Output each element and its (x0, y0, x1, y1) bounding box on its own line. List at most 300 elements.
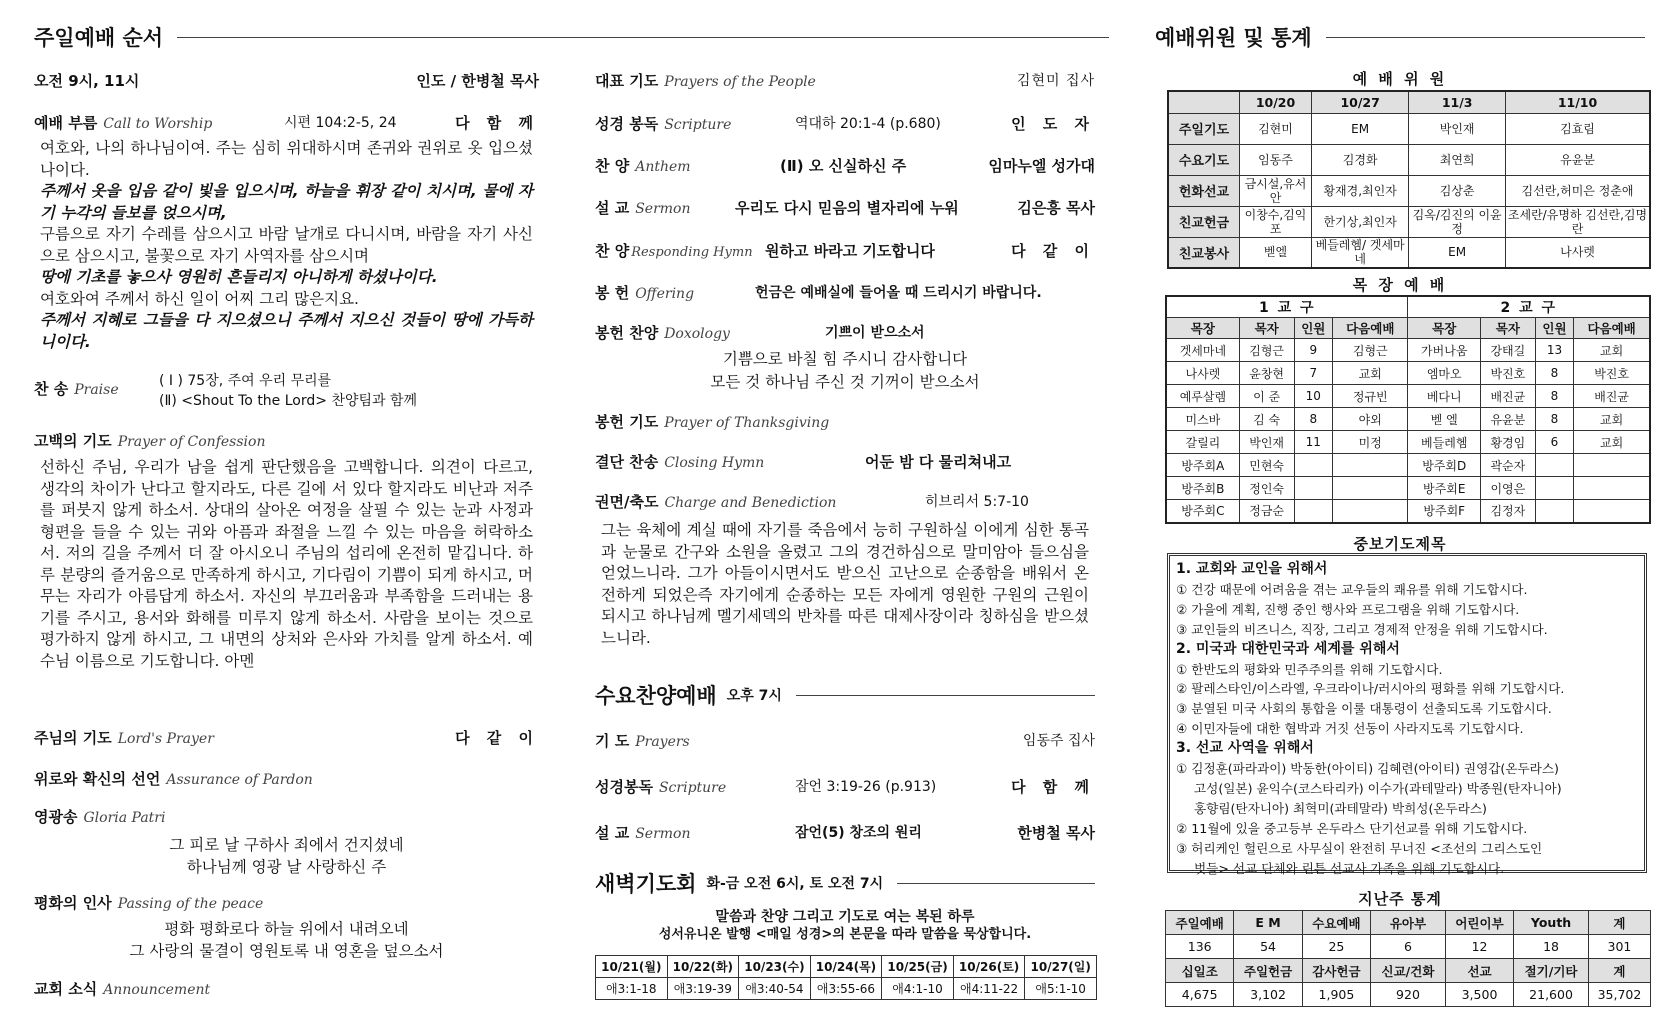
call-line-2: 주께서 옷을 입음 같이 빛을 입으시며, 하늘을 휘장 같이 치시며, 물에 자기 누각의 들보를 얹으시며, (40, 182, 533, 222)
parish-row (1166, 339, 1650, 362)
call-line-5: 여호와여 주께서 하신 일이 어찌 그리 많은지요. (40, 289, 359, 308)
parish-caption: 목 장 예 배 (1352, 276, 1448, 294)
sermon-row (595, 197, 1095, 218)
parish-row (1166, 500, 1650, 523)
doxology-en: Doxology (664, 326, 730, 342)
call-line-1: 여호와, 나의 하나님이여. 주는 심히 위대하시며 존귀와 권위로 옷 입으셨나이다. (40, 139, 533, 179)
dawn-schedule-table (595, 955, 1097, 1000)
parish-cell: 민현숙 (1239, 454, 1294, 477)
parish-cell: 나사렛 (1166, 362, 1239, 385)
prayer-1-item: ③ 교인들의 비즈니스, 직장, 그리고 경제적 안정을 위해 기도합시다. (1176, 621, 1548, 637)
parish-row (1166, 385, 1650, 408)
parish-head-cell: 인원 (1535, 318, 1574, 339)
prayer-1-item: ② 가을에 계획, 진행 중인 행사와 프로그램을 위해 기도합시다. (1176, 601, 1520, 617)
parish-cell: 방주회F (1408, 500, 1481, 523)
parish-cell: 황경임 (1480, 431, 1535, 454)
parish-cell: 박진호 (1574, 362, 1650, 385)
parish-cell: 김형근 (1333, 339, 1408, 362)
prayer-2-item: ③ 분열된 미국 사회의 통합을 이룰 대통령이 선출되도록 기도합시다. (1176, 701, 1552, 717)
parish-cell (1294, 454, 1333, 477)
prayer-2-item: ② 팔레스타인/이스라엘, 우크라이나/러시아의 평화를 위해 기도합시다. (1176, 681, 1565, 697)
parish-cell: 정금순 (1239, 500, 1294, 523)
stats-value-cell: 301 (1588, 935, 1650, 959)
dawn-line-2: 성서유니온 발행 <매일 성경>의 본문을 따라 말씀을 묵상합니다. (658, 927, 1032, 942)
parish-head-cell: 목자 (1480, 318, 1535, 339)
scripture-ref: 역대하 20:1-4 (p.680) (795, 116, 941, 132)
praise-line-1-text: ( I ) 75장, 주여 우리 무리를 (159, 373, 332, 389)
dawn-day-cell: 10/27(일) (1025, 956, 1097, 978)
wed-scripture-en: Scripture (658, 780, 727, 796)
worship-order-heading (34, 22, 1109, 52)
peace-ko: 평화의 인사 (34, 894, 112, 912)
stats-value-cell: 6 (1371, 935, 1446, 959)
committee-title: 예배위원 및 통계 (1155, 26, 1312, 50)
parish-cell: 엠마오 (1408, 362, 1481, 385)
parish-cell (1574, 477, 1650, 500)
parish-row (1166, 362, 1650, 385)
parish-cell: 정규빈 (1333, 385, 1408, 408)
parish-cell: 윤창현 (1239, 362, 1294, 385)
duty-table (1167, 90, 1651, 269)
parish-cell: 갈릴리 (1166, 431, 1239, 454)
closing-en: Closing Hymn (664, 455, 765, 471)
anthem-en: Anthem (635, 159, 691, 175)
doxology-row (595, 322, 1095, 343)
duty-cell: 박인재 (1409, 113, 1506, 144)
benediction-paragraph: 그는 육체에 계실 때에 자기를 죽음에서 능히 구원하실 이에게 심한 통곡과 눈물로 간구와 소원을 올렸고 그의 경건하심으로 말미암아 들으심을 얻었느니라. 그가 아들이시면서도 받으신 고난으로 순종함을 배워서 온전하게 되었은즉 자기에게 순종하는 모든 자에게 영원한 구원의 근원이 되시고 하나님께 멜기세덱의 반차를 따른 대제사장이라 칭하심을 받으셨느니라. (601, 521, 1089, 647)
parish-row (1166, 477, 1650, 500)
parish-cell (1535, 500, 1574, 523)
parish-cell: 베들레헴 (1408, 431, 1481, 454)
call-to-worship-row (34, 112, 539, 133)
doxology-ko: 봉헌 찬양 (595, 324, 659, 342)
scripture-ko: 성경 봉독 (595, 115, 659, 133)
dawn-refs-row (596, 978, 1097, 1000)
dawn-day-cell: 10/24(목) (810, 956, 882, 978)
stats-value-cell: 12 (1445, 935, 1513, 959)
parish-group-2: 2 교 구 (1408, 296, 1650, 318)
confession-row (34, 430, 539, 451)
offering-en: Offering (635, 286, 695, 302)
pardon-ko: 위로와 확신의 선언 (34, 770, 161, 788)
heading-rule (796, 695, 1095, 696)
parish-cell: 교회 (1574, 339, 1650, 362)
parish-cell: 8 (1535, 408, 1574, 431)
stats-value-cell: 54 (1234, 935, 1302, 959)
duty-date-cell: 10/20 (1240, 91, 1312, 113)
duty-corner-cell (1168, 91, 1240, 113)
call-en: Call to Worship (103, 116, 213, 132)
peace-en: Passing of the peace (117, 896, 264, 912)
dawn-line-1: 말씀과 찬양 그리고 기도로 여는 복된 하루 (715, 909, 975, 925)
sermon-who: 김은흥 목사 (1017, 199, 1095, 217)
parish-cell: 이 준 (1239, 385, 1294, 408)
worship-order-title: 주일예배 순서 (34, 26, 164, 50)
parish-cell: 박진호 (1480, 362, 1535, 385)
call-to-worship-text (40, 138, 533, 353)
praise-line-2 (159, 390, 539, 410)
parish-cell: 가버나움 (1408, 339, 1481, 362)
announcement-row (34, 978, 539, 999)
duty-cell: 황재경,최인자 (1311, 175, 1408, 206)
gloria-ko: 영광송 (34, 808, 78, 826)
parish-cell (1333, 500, 1408, 523)
duty-cell: 김경화 (1311, 144, 1408, 175)
parish-cell: 10 (1294, 385, 1333, 408)
doxology-title: 기쁘이 받으소서 (825, 325, 925, 341)
heading-rule (177, 37, 1109, 38)
duty-label-cell: 헌화선교 (1168, 175, 1240, 206)
parish-head-cell: 목장 (1408, 318, 1481, 339)
duty-row (1168, 113, 1650, 144)
parish-cell: 방주회A (1166, 454, 1239, 477)
parish-cell: 정인숙 (1239, 477, 1294, 500)
intercession-box (1167, 553, 1647, 876)
charge-ko: 권면/축도 (595, 493, 659, 511)
stats-value-cell: 1,905 (1302, 983, 1370, 1007)
dawn-title: 새벽기도회 (595, 872, 697, 896)
doxology-line-2: 모든 것 하나님 주신 것 기꺼이 받으소서 (710, 373, 980, 391)
parish-group-1: 1 교 구 (1166, 296, 1408, 318)
confession-ko: 고백의 기도 (34, 432, 112, 450)
duty-cell: 나사렛 (1506, 237, 1651, 268)
benediction-row (595, 491, 1095, 512)
thanks-en: Prayer of Thanksgiving (664, 415, 830, 431)
prayer-list-2 (1176, 660, 1638, 740)
call-who: 다 함 께 (455, 114, 539, 132)
parish-head-cell: 목자 (1239, 318, 1294, 339)
stats-header-row (1166, 911, 1651, 935)
stats-head-cell: Youth (1514, 911, 1589, 935)
prayer-2-item: ① 한반도의 평화와 민주주의를 위해 기도합시다. (1176, 661, 1443, 677)
wed-prayer-en: Prayers (635, 734, 690, 750)
duty-cell: 조세란/유명하 김선란,김명란 (1506, 206, 1651, 237)
prayer-mission-1: ① 김정훈(파라과이) 박동한(아이티) 김혜련(아이티) 권영갑(온두라스) (1176, 761, 1559, 777)
duty-date-cell: 11/10 (1506, 91, 1651, 113)
prayer-mission-4: ② 11월에 있을 중고등부 온두라스 단기선교를 위해 기도합시다. (1176, 820, 1528, 836)
dawn-day-cell: 10/22(화) (667, 956, 739, 978)
parish-cell: 11 (1294, 431, 1333, 454)
duty-cell: 벧엘 (1240, 237, 1312, 268)
parish-cell: 8 (1535, 362, 1574, 385)
anthem-row (595, 155, 1095, 176)
duty-cell: EM (1311, 113, 1408, 144)
stats-value-row (1166, 983, 1651, 1007)
parish-group-row (1166, 296, 1650, 318)
parish-cell (1294, 477, 1333, 500)
call-line-6: 주께서 지혜로 그들을 다 지으셨으니 주께서 지으신 것들이 땅에 가득하니이다. (40, 311, 533, 351)
stats-head-cell: 선교 (1445, 959, 1513, 983)
stats-value-cell: 18 (1514, 935, 1589, 959)
stats-value-cell: 25 (1302, 935, 1370, 959)
duty-cell: EM (1409, 237, 1506, 268)
response-who: 다 같 이 (1011, 242, 1095, 260)
parish-cell: 배진균 (1574, 385, 1650, 408)
closing-title: 어둔 밤 다 물리쳐내고 (865, 453, 1012, 471)
duty-cell: 김옥/김진의 이윤정 (1409, 206, 1506, 237)
wed-scripture-ko: 성경봉독 (595, 778, 653, 796)
call-line-4: 땅에 기초를 놓으사 영원히 흔들리지 아니하게 하셨나이다. (40, 268, 438, 286)
parish-cell: 곽순자 (1480, 454, 1535, 477)
wed-prayer-ko: 기 도 (595, 732, 630, 750)
prayer-1-item: ① 건강 때문에 어려움을 겪는 교우들의 쾌유를 위해 기도합시다. (1176, 581, 1528, 597)
parish-cell: 8 (1535, 385, 1574, 408)
dawn-ref-cell: 애5:1-10 (1025, 978, 1097, 1000)
duty-header-row (1168, 91, 1650, 113)
call-ko: 예배 부름 (34, 114, 98, 132)
scripture-row (595, 113, 1095, 134)
peace-line-1: 평화 평화로다 하늘 위에서 내려오네 (164, 920, 409, 938)
lords-en: Lord's Prayer (117, 731, 214, 747)
parish-head-cell: 인원 (1294, 318, 1333, 339)
duty-label-cell: 친교헌금 (1168, 206, 1240, 237)
parish-cell: 방주회D (1408, 454, 1481, 477)
stats-value-cell: 920 (1371, 983, 1446, 1007)
stats-head-cell: 계 (1588, 959, 1650, 983)
prayer-mission-3: 홍향림(탄자니아) 최혁미(과테말라) 박희성(온두라스) (1194, 800, 1487, 816)
duty-row (1168, 237, 1650, 268)
prayer-mission-5: ③ 허리케인 헐린으로 사무실이 완전히 무너진 <조선의 그리스도인 (1176, 840, 1543, 856)
duty-row (1168, 144, 1650, 175)
call-line-3: 구름으로 자기 수레를 삼으시고 바람 날개로 다니시며, 바람을 자기 사신으로 삼으시고, 불꽃으로 자기 사역자를 삼으시며 (40, 225, 533, 265)
announce-en: Announcement (103, 982, 211, 998)
wed-sermon-title: 잠언(5) 창조의 원리 (795, 825, 922, 841)
anthem-who: 임마누엘 성가대 (988, 157, 1095, 175)
service-time: 오전 9시, 11시 (34, 72, 140, 90)
stats-head-cell: 유아부 (1371, 911, 1446, 935)
duty-cell: 김상춘 (1409, 175, 1506, 206)
praise-ko: 찬 송 (34, 380, 69, 398)
stats-header-row (1166, 959, 1651, 983)
parish-cell: 배진균 (1480, 385, 1535, 408)
duty-date-cell: 10/27 (1311, 91, 1408, 113)
committee-heading (1155, 22, 1645, 52)
parish-cell: 김정자 (1480, 500, 1535, 523)
parish-cell (1535, 477, 1574, 500)
stats-head-cell: 수요예배 (1302, 911, 1370, 935)
duty-cell: 임동주 (1240, 144, 1312, 175)
wed-sermon-who: 한병철 목사 (1017, 824, 1095, 842)
duty-date-cell: 11/3 (1409, 91, 1506, 113)
duty-row (1168, 206, 1650, 237)
duty-cell: 최연희 (1409, 144, 1506, 175)
parish-cell: 야외 (1333, 408, 1408, 431)
duty-label-cell: 친교봉사 (1168, 237, 1240, 268)
stats-caption: 지난주 통계 (1358, 890, 1442, 908)
duty-cell: 김선란,허미은 정춘애 (1506, 175, 1651, 206)
pardon-row (34, 768, 539, 789)
prayer-2-item: ④ 이민자들에 대한 협박과 거짓 선동이 사라지도록 기도합시다. (1176, 721, 1524, 737)
parish-cell: 방주회B (1166, 477, 1239, 500)
scripture-en: Scripture (664, 117, 732, 133)
doxology-line-1: 기쁨으로 바칠 힘 주시니 감사합니다 (722, 350, 968, 368)
dawn-prayer-heading (595, 868, 1095, 898)
duty-cell: 김현미 (1240, 113, 1312, 144)
parish-cell: 6 (1535, 431, 1574, 454)
rep-prayer-row (595, 70, 1095, 91)
parish-cell: 미스바 (1166, 408, 1239, 431)
wed-sermon-row (595, 822, 1095, 843)
heading-rule (1326, 37, 1645, 38)
praise-line-2-text: (Ⅱ) <Shout To the Lord> 찬양팀과 함께 (159, 393, 418, 409)
prayer-list-1 (1176, 580, 1638, 640)
lords-prayer-row (34, 727, 539, 748)
duty-cell: 유윤분 (1506, 144, 1651, 175)
service-time-row (34, 70, 539, 91)
benediction-text (601, 520, 1089, 649)
dawn-ref-cell: 애4:11-22 (953, 978, 1025, 1000)
wed-prayer-who: 임동주 집사 (1022, 733, 1095, 749)
parish-cell (1333, 454, 1408, 477)
lords-ko: 주님의 기도 (34, 729, 112, 747)
rep-who: 김현미 집사 (1016, 73, 1095, 89)
dawn-day-cell: 10/26(토) (953, 956, 1025, 978)
parish-cell: 교회 (1574, 408, 1650, 431)
duty-cell: 이창수,김익포 (1240, 206, 1312, 237)
parish-head-cell: 다음예배 (1333, 318, 1408, 339)
prayer-heading-2: 2. 미국과 대한민국과 세계를 위해서 (1176, 640, 1400, 657)
parish-cell: 예루살렘 (1166, 385, 1239, 408)
confession-en: Prayer of Confession (117, 434, 266, 450)
response-en: Responding Hymn (631, 245, 753, 260)
wed-scripture-who: 다 함 께 (1011, 778, 1095, 796)
dawn-day-cell: 10/21(월) (596, 956, 668, 978)
parish-row (1166, 408, 1650, 431)
peace-row (34, 892, 539, 913)
offering-note: 헌금은 예배실에 들어올 때 드리시기 바랍니다. (755, 285, 1042, 301)
stats-head-cell: 주일예배 (1166, 911, 1234, 935)
service-leader: 인도 / 한병철 목사 (416, 72, 539, 90)
call-ref: 시편 104:2-5, 24 (284, 115, 397, 131)
intercession-caption: 중보기도제목 (1353, 535, 1447, 553)
thanksgiving-row (595, 411, 1095, 432)
wednesday-heading (595, 680, 1095, 710)
stats-value-cell: 4,675 (1166, 983, 1234, 1007)
parish-cell: 김형근 (1239, 339, 1294, 362)
stats-value-row (1166, 935, 1651, 959)
prayer-heading-3: 3. 선교 사역을 위해서 (1176, 740, 1314, 757)
stats-table (1165, 910, 1651, 1007)
dawn-day-cell: 10/25(금) (882, 956, 954, 978)
parish-cell: 벧 엘 (1408, 408, 1481, 431)
duty-cell: 금시설,유서안 (1240, 175, 1312, 206)
stats-head-cell: 절기/기타 (1514, 959, 1589, 983)
parish-cell: 이영은 (1480, 477, 1535, 500)
announce-ko: 교회 소식 (34, 980, 98, 998)
parish-cell: 김 숙 (1239, 408, 1294, 431)
parish-cell: 베다니 (1408, 385, 1481, 408)
parish-table (1165, 295, 1651, 524)
parish-cell: 겟세마네 (1166, 339, 1239, 362)
parish-cell: 교회 (1333, 362, 1408, 385)
anthem-title: (Ⅱ) 오 신실하신 주 (780, 157, 907, 175)
stats-value-cell: 3,500 (1445, 983, 1513, 1007)
stats-value-cell: 35,702 (1588, 983, 1650, 1007)
stats-value-cell: 3,102 (1234, 983, 1302, 1007)
praise-en: Praise (74, 382, 119, 398)
duty-cell: 한기상,최인자 (1311, 206, 1408, 237)
parish-cell: 8 (1294, 408, 1333, 431)
wed-scripture-row (595, 776, 1095, 797)
closing-hymn-row (595, 451, 1095, 472)
stats-head-cell: 십일조 (1166, 959, 1234, 983)
parish-cell: 유윤분 (1480, 408, 1535, 431)
parish-cell: 교회 (1574, 431, 1650, 454)
duty-label-cell: 수요기도 (1168, 144, 1240, 175)
confession-paragraph: 선하신 주님, 우리가 남을 쉽게 판단했음을 고백합니다. 의견이 다르고, 생각의 차이가 난다고 할지라도, 다른 길에 서 있다 할지라도 비난과 저주를 퍼붓지 않게 하소서. 상대의 살아온 여정을 살필 수 있는 눈과 사정과 형편을 들을 수 있는 귀와 아픔과 좌절을 느낄 수 있는 마음을 허락하소서. 저의 길을 주께서 더 잘 아시오니 주님의 섭리에 온전히 맡깁니다. 하루 분량의 즐거움으로 만족하게 하시고, 기다림이 기쁨이 되게 하시고, 머무는 자리가 아름답게 하소서. 자신의 부끄러움과 부족함을 드러내는 용기를 주시고, 용서와 화해를 미루지 않게 하소서. 사람을 보이는 것으로 평가하지 않게 하시고, 그 내면의 상처와 은사와 가치를 알게 하소서. 예수님 이름으로 기도합니다. 아멘 (40, 458, 533, 670)
rep-ko: 대표 기도 (595, 72, 659, 90)
confession-text (40, 457, 533, 672)
prayer-mission-6: 벗들> 선교 단체와 린튼 선교사 가족을 위해 기도합시다. (1194, 860, 1505, 876)
gloria-en: Gloria Patri (83, 810, 166, 826)
duty-label-cell: 주일기도 (1168, 113, 1240, 144)
wed-sermon-ko: 설 교 (595, 824, 630, 842)
parish-cell (1333, 477, 1408, 500)
parish-cell: 방주회E (1408, 477, 1481, 500)
gloria-line-2: 하나님께 영광 날 사랑하신 주 (186, 858, 387, 876)
wed-prayer-row (595, 730, 1095, 751)
dawn-ref-cell: 애3:19-39 (667, 978, 739, 1000)
sermon-title: 우리도 다시 믿음의 별자리에 누워 (735, 199, 959, 217)
parish-row (1166, 454, 1650, 477)
parish-cell: 박인재 (1239, 431, 1294, 454)
scripture-who: 인 도 자 (1011, 115, 1095, 133)
parish-cell: 7 (1294, 362, 1333, 385)
charge-en: Charge and Benediction (664, 495, 837, 511)
dawn-ref-cell: 애3:1-18 (596, 978, 668, 1000)
parish-head-cell: 다음예배 (1574, 318, 1650, 339)
stats-value-cell: 21,600 (1514, 983, 1589, 1007)
parish-cell (1574, 500, 1650, 523)
parish-head-cell: 목장 (1166, 318, 1239, 339)
stats-head-cell: 계 (1588, 911, 1650, 935)
wednesday-time: 오후 7시 (726, 688, 782, 704)
response-ko: 찬 양 (595, 242, 630, 260)
stats-head-cell: 주일헌금 (1234, 959, 1302, 983)
stats-head-cell: 어린이부 (1445, 911, 1513, 935)
praise-line-1 (159, 370, 539, 390)
prayer-heading-1: 1. 교회와 교인을 위해서 (1176, 561, 1328, 577)
stats-value-cell: 136 (1166, 935, 1234, 959)
thanks-ko: 봉헌 기도 (595, 413, 659, 431)
pardon-en: Assurance of Pardon (166, 772, 313, 788)
stats-head-cell: 감사헌금 (1302, 959, 1370, 983)
anthem-ko: 찬 양 (595, 157, 630, 175)
peace-line-2: 그 사랑의 물결이 영원토록 내 영혼을 덮으소서 (129, 942, 444, 960)
prayer-mission-2: 고성(일본) 윤익수(코스타리카) 이수가(과테말라) 박종원(탄자니아) (1194, 780, 1562, 796)
stats-head-cell: 신교/건화 (1371, 959, 1446, 983)
parish-cell (1535, 454, 1574, 477)
stats-head-cell: E M (1234, 911, 1302, 935)
dawn-ref-cell: 애4:1-10 (882, 978, 954, 1000)
offering-row (595, 282, 1095, 303)
parish-row (1166, 431, 1650, 454)
sermon-ko: 설 교 (595, 199, 630, 217)
wed-scripture-ref: 잠언 3:19-26 (p.913) (795, 779, 937, 795)
responding-hymn-row (595, 240, 1095, 261)
dawn-day-cell: 10/23(수) (739, 956, 811, 978)
parish-cell: 강태길 (1480, 339, 1535, 362)
parish-cell: 13 (1535, 339, 1574, 362)
parish-cell (1294, 500, 1333, 523)
offering-ko: 봉 헌 (595, 284, 630, 302)
parish-cell: 9 (1294, 339, 1333, 362)
wednesday-title: 수요찬양예배 (595, 684, 717, 708)
sermon-en: Sermon (635, 201, 691, 217)
parish-cell: 방주회C (1166, 500, 1239, 523)
lords-who: 다 같 이 (455, 729, 539, 747)
parish-cell: 미정 (1333, 431, 1408, 454)
